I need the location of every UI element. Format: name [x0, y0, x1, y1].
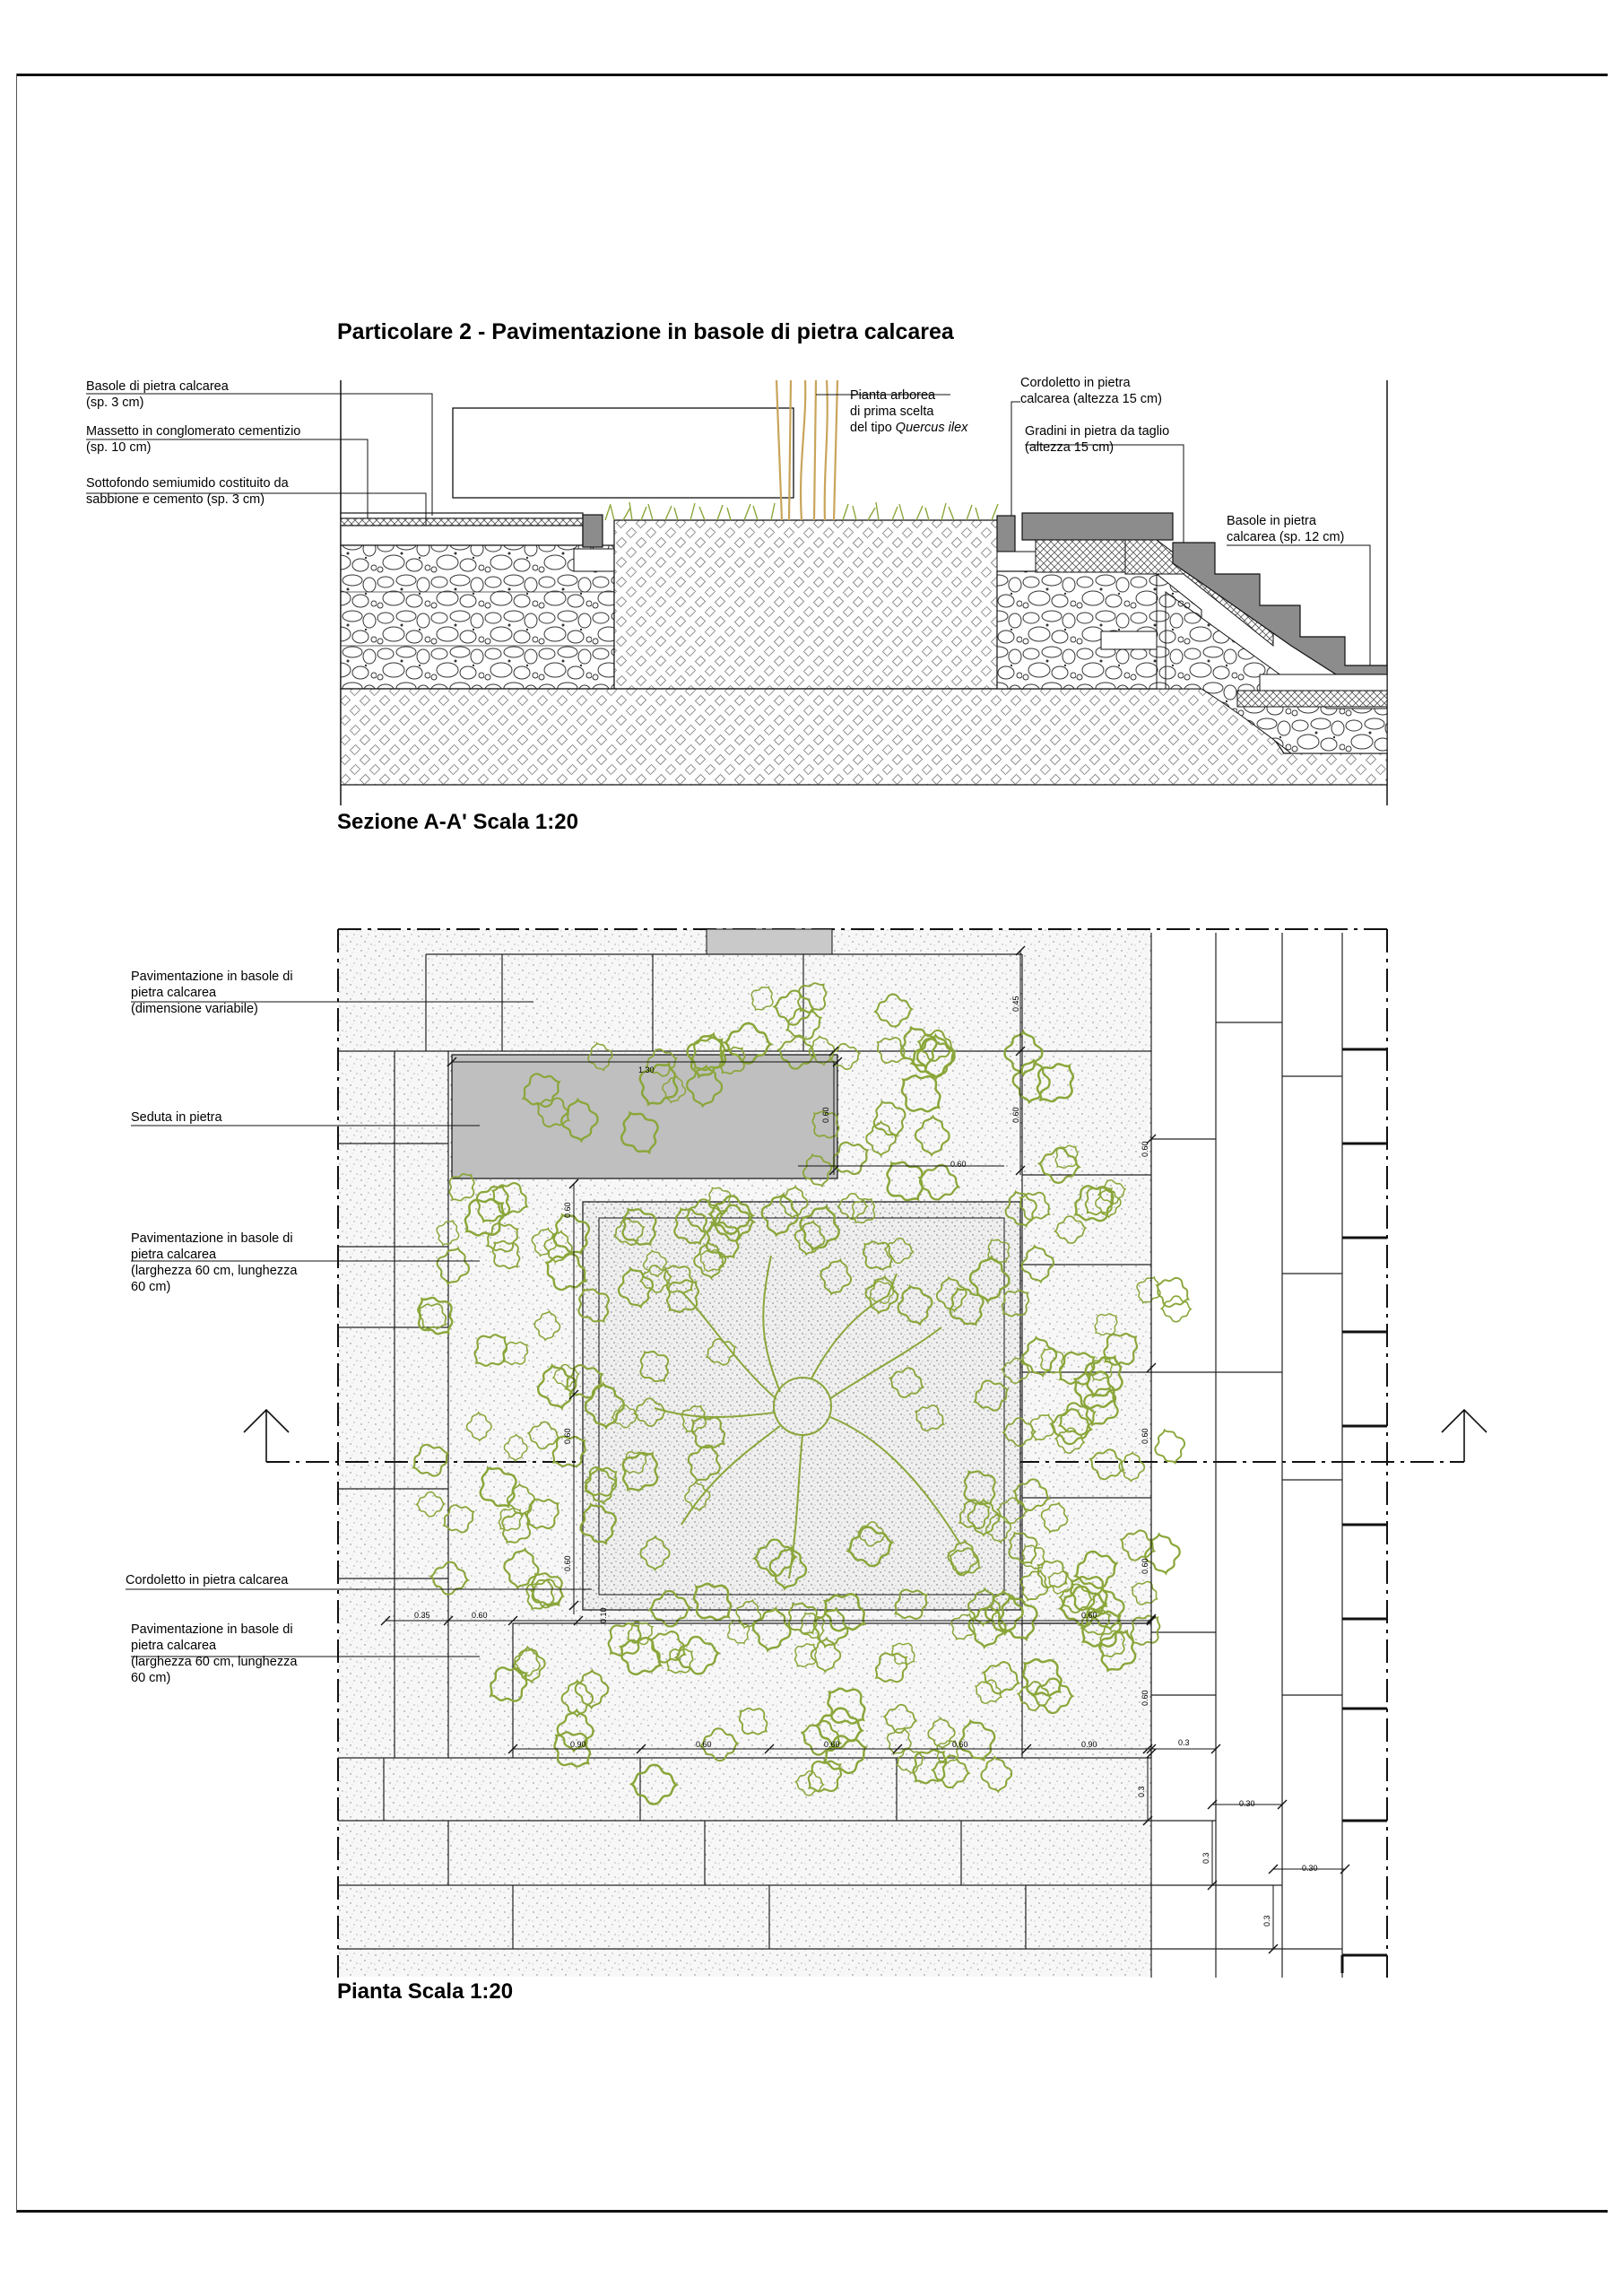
label-pavimentazione-60: [131, 1231, 297, 1295]
dim-0-60-row1-a: 0.60: [472, 1611, 488, 1620]
dim-0-60-row2-a: 0.60: [696, 1740, 712, 1749]
label-pav2-line4: 60 cm): [131, 1280, 171, 1294]
dim-0-90-left: 0.90: [570, 1740, 586, 1749]
label-seduta: Seduta in pietra: [131, 1110, 222, 1125]
label-basole-section: [86, 378, 229, 411]
label-gradini: [1025, 423, 1169, 456]
label-cordoletto-line2: calcarea (altezza 15 cm): [1020, 392, 1162, 406]
label-pavimentazione-60-b: [131, 1622, 297, 1686]
dim-0-60-right-2: 0.60: [1141, 1428, 1149, 1444]
label-pianta-line3-prefix: del tipo: [850, 421, 896, 435]
dim-0-60-right-1: 0.60: [1141, 1141, 1149, 1157]
dim-0-60-right-4: 0.60: [1141, 1690, 1149, 1706]
dim-0-60-row1-b: 0.60: [1081, 1611, 1097, 1620]
dim-0-30-step2: 0.30: [1239, 1799, 1255, 1808]
dim-0-60-pit-lower: 0.60: [563, 1428, 572, 1444]
label-pianta-species: Quercus ilex: [895, 421, 968, 435]
label-pav2-line2: pietra calcarea: [131, 1248, 217, 1262]
label-cordoletto-line1: Cordoletto in pietra: [1020, 376, 1131, 390]
label-basole12-line2: calcarea (sp. 12 cm): [1227, 530, 1345, 544]
dim-0-35: 0.35: [414, 1611, 430, 1620]
label-gradini-line1: Gradini in pietra da taglio: [1025, 424, 1170, 439]
label-pav2-line3: (larghezza 60 cm, lunghezza: [131, 1264, 298, 1278]
dim-0-60-right-top: 0.60: [1011, 1107, 1020, 1123]
label-pianta-line3: [850, 420, 967, 436]
dim-1-30: 1.30: [638, 1065, 655, 1074]
label-pav3-line2: pietra calcarea: [131, 1639, 217, 1653]
drawing-title: Particolare 2 - Pavimentazione in basole di pietra calcarea: [337, 319, 954, 344]
label-pav3-line4: 60 cm): [131, 1671, 171, 1685]
canopy-leaf: [1150, 1272, 1194, 1313]
label-pianta-arborea: [850, 387, 967, 436]
label-pianta-line2: di prima scelta: [850, 404, 934, 419]
dim-0-60-pit-bottom: 0.60: [563, 1555, 572, 1571]
label-basole-line1: Basole di pietra calcarea: [86, 379, 229, 394]
label-sottofondo-line1: Sottofondo semiumido costituito da: [86, 476, 289, 491]
dim-0-60-row2-c: 0.60: [952, 1740, 968, 1749]
dim-0-60-row2-b: 0.60: [824, 1740, 840, 1749]
label-basole-line2: (sp. 3 cm): [86, 396, 144, 410]
dim-0-10: 0.10: [599, 1607, 608, 1623]
dim-0-3-step3-v: 0.3: [1262, 1915, 1271, 1926]
dim-0-60-right-3: 0.60: [1141, 1558, 1149, 1574]
dim-0-3-step2-v: 0.3: [1201, 1852, 1210, 1864]
label-pav2-line1: Pavimentazione in basole di: [131, 1231, 293, 1246]
dim-0-3-step1: 0.3: [1178, 1738, 1190, 1747]
label-pav1-line2: pietra calcarea: [131, 986, 217, 1000]
dim-0-60-top: 0.60: [950, 1160, 967, 1169]
label-pav3-line3: (larghezza 60 cm, lunghezza: [131, 1655, 298, 1669]
dim-0-30-step3: 0.30: [1302, 1864, 1318, 1873]
plan-caption: Pianta Scala 1:20: [337, 1979, 514, 2004]
label-sottofondo: [86, 475, 289, 508]
dim-0-3-step1-v: 0.3: [1137, 1786, 1146, 1797]
label-pav3-line1: Pavimentazione in basole di: [131, 1622, 293, 1637]
dim-0-60-seat: 0.60: [821, 1107, 830, 1123]
label-massetto-line2: (sp. 10 cm): [86, 440, 152, 455]
section-caption: Sezione A-A' Scala 1:20: [337, 810, 578, 834]
label-pianta-line1: Pianta arborea: [850, 388, 936, 403]
label-massetto-line1: Massetto in conglomerato cementizio: [86, 424, 301, 439]
label-massetto: [86, 423, 300, 456]
label-pav1-line3: (dimensione variabile): [131, 1002, 258, 1016]
dim-0-90-right: 0.90: [1081, 1740, 1097, 1749]
label-sottofondo-line2: sabbione e cemento (sp. 3 cm): [86, 492, 265, 507]
label-pav1-line1: Pavimentazione in basole di: [131, 970, 293, 984]
label-gradini-line2: (altezza 15 cm): [1025, 440, 1115, 455]
label-cordoletto-section: [1020, 375, 1162, 407]
label-basole-12cm: [1227, 513, 1344, 545]
label-pavimentazione-variabile: [131, 969, 293, 1017]
dim-0-60-pit-upper: 0.60: [563, 1202, 572, 1218]
label-basole12-line1: Basole in pietra: [1227, 514, 1316, 528]
dim-0-45: 0.45: [1011, 996, 1020, 1012]
label-cordoletto-plan: Cordoletto in pietra calcarea: [126, 1573, 289, 1587]
